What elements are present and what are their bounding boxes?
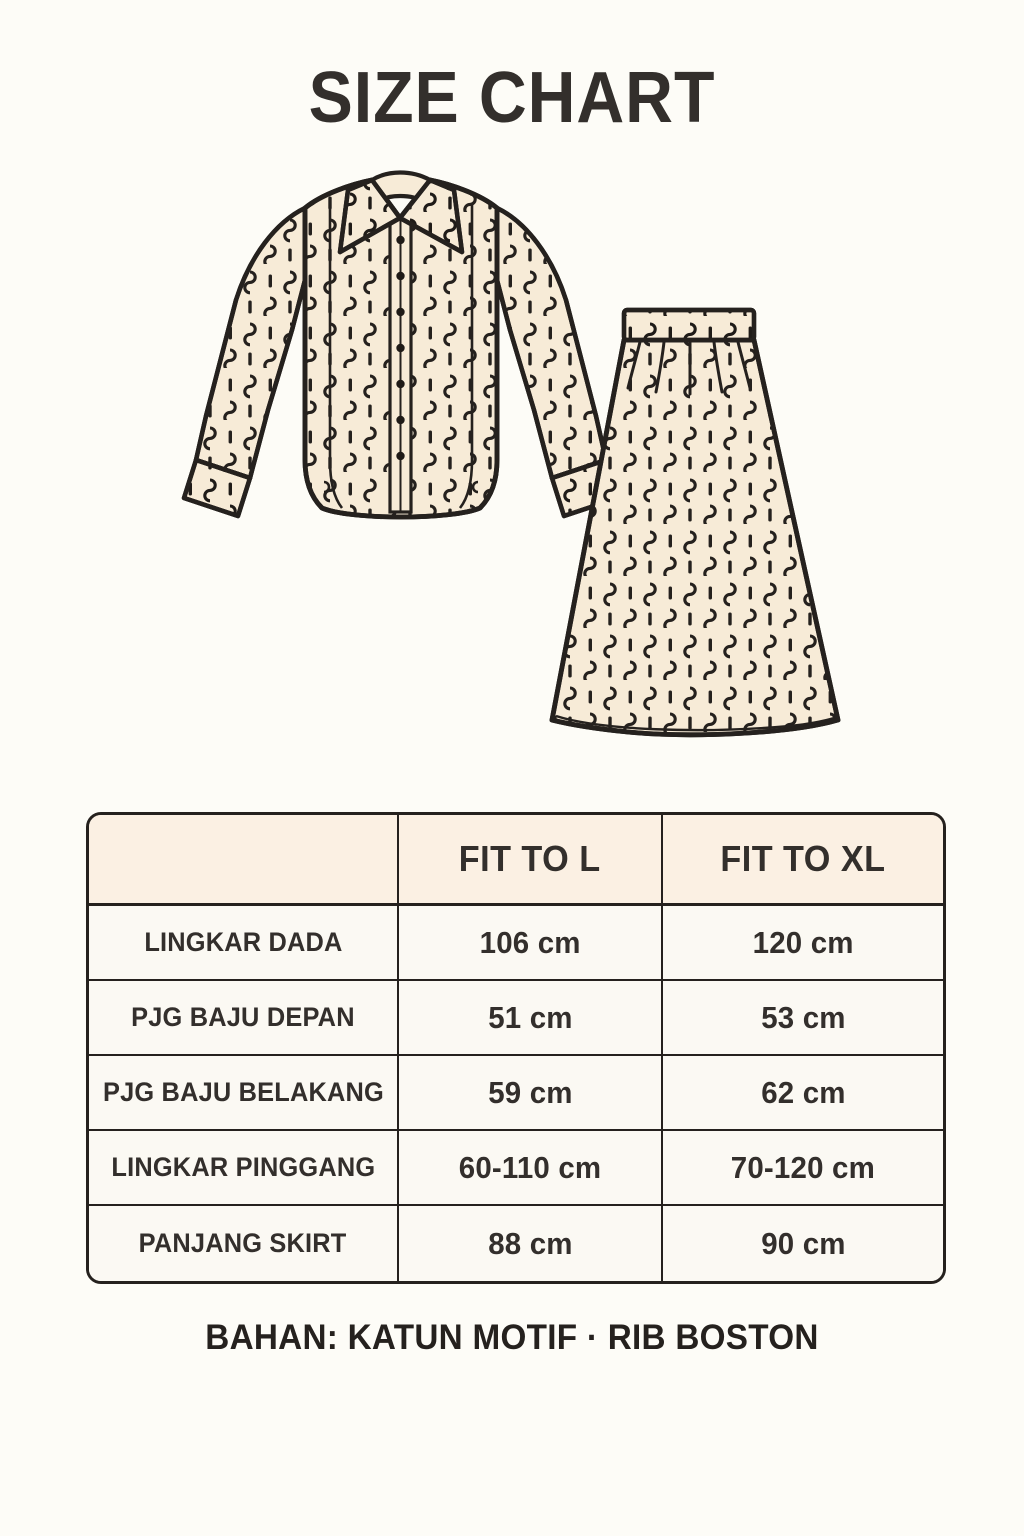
row-value-fit-to-l [399,1206,663,1281]
row-value: 62 cm [760,1074,846,1110]
shirt-illustration [180,173,628,525]
skirt-illustration [546,306,846,740]
row-label-cell [89,1131,399,1204]
header-label-fit-to-xl: FIT TO XL [720,838,886,879]
row-label: LINGKAR DADA [143,927,343,957]
header-label-fit-to-l: FIT TO L [459,838,601,879]
row-label-cell [89,1206,399,1281]
row-label-cell [89,906,399,979]
header-cell-blank [89,815,399,903]
shirt-placket [390,216,411,512]
row-value-fit-to-l [399,1131,663,1204]
table-row [89,1131,943,1206]
page-title: SIZE CHART [308,58,716,138]
row-value-fit-to-l [399,1056,663,1129]
row-value-fit-to-l [399,906,663,979]
table-row [89,981,943,1056]
row-label: LINGKAR PINGGANG [111,1152,375,1182]
size-chart-table [86,812,946,1284]
row-label: PJG BAJU DEPAN [131,1002,355,1032]
skirt-waistband [620,306,760,346]
row-value-fit-to-xl [663,981,943,1054]
row-value: 120 cm [752,924,854,960]
row-value: 51 cm [487,999,573,1035]
row-value-fit-to-xl [663,1056,943,1129]
row-value-fit-to-xl [663,1206,943,1281]
row-value-fit-to-xl [663,1131,943,1204]
row-label: PANJANG SKIRT [139,1228,347,1258]
row-label-cell [89,1056,399,1129]
table-row [89,1056,943,1131]
row-value-fit-to-xl [663,906,943,979]
row-value: 70-120 cm [730,1149,876,1185]
header-cell-fit-to-xl [663,815,943,903]
row-value: 88 cm [487,1225,573,1261]
table-header-row [89,815,943,906]
row-label: PJG BAJU BELAKANG [102,1077,384,1107]
row-value: 90 cm [760,1225,846,1261]
row-value: 60-110 cm [458,1149,602,1185]
row-value-fit-to-l [399,981,663,1054]
row-value: 106 cm [479,924,581,960]
row-value: 59 cm [487,1074,573,1110]
header-cell-fit-to-l [399,815,663,903]
row-label-cell [89,981,399,1054]
table-row [89,1206,943,1281]
table-row [89,906,943,981]
row-value: 53 cm [760,999,846,1035]
garment-illustration [0,160,1024,800]
material-note: BAHAN: KATUN MOTIF · RIB BOSTON [205,1318,819,1357]
